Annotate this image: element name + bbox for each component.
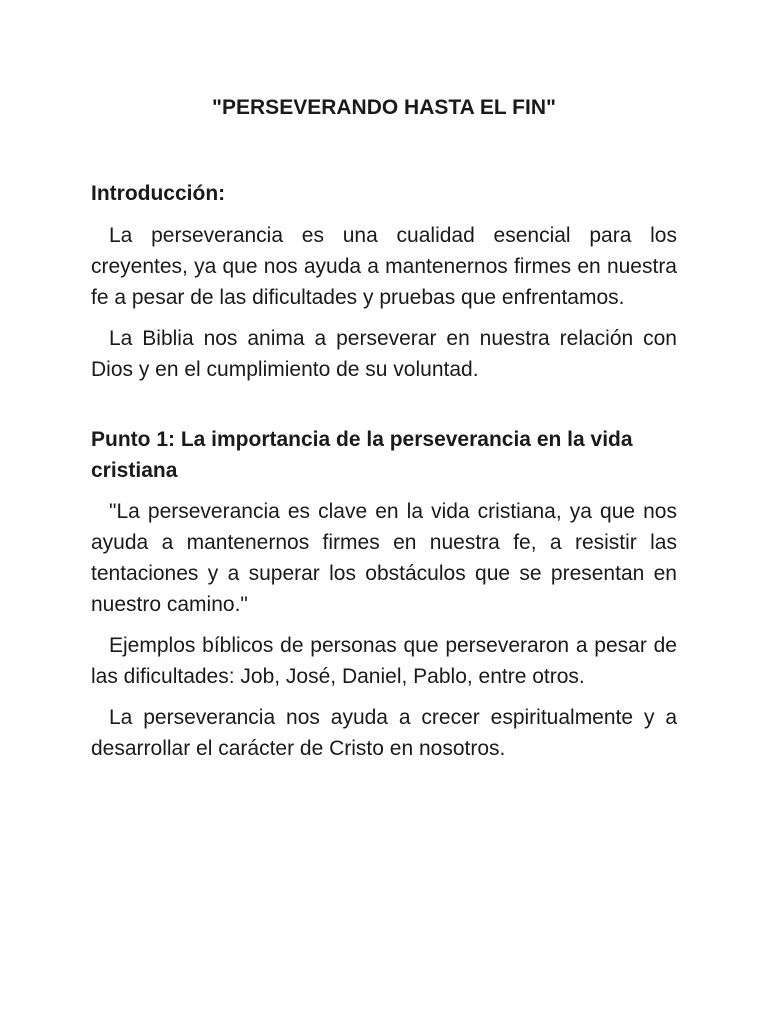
intro-heading: Introducción: bbox=[91, 182, 226, 205]
document-body bbox=[91, 178, 677, 764]
point1-heading: Punto 1: La importancia de la perseverancia en la vida cristiana bbox=[91, 428, 633, 482]
point1-paragraph-3: La perseverancia nos ayuda a crecer espiritualmente y a desarrollar el carácter de Cristo en nosotros. bbox=[91, 706, 677, 760]
intro-paragraph-1: La perseverancia es una cualidad esencial para los creyentes, ya que nos ayuda a mantenernos firmes en nuestra fe a pesar de las dificultades y pruebas que enfrentamos. bbox=[91, 224, 677, 309]
point1-section bbox=[91, 424, 677, 764]
document-title: "PERSEVERANDO HASTA EL FIN" bbox=[212, 96, 556, 119]
point1-paragraph-1: "La perseverancia es clave en la vida cristiana, ya que nos ayuda a mantenernos firmes en nuestra fe, a resistir las tentaciones y a superar los obstáculos que se presentan en nuestro camino." bbox=[91, 500, 677, 616]
intro-section bbox=[91, 178, 677, 385]
intro-paragraph-2: La Biblia nos anima a perseverar en nuestra relación con Dios y en el cumplimiento de su voluntad. bbox=[91, 327, 677, 381]
point1-paragraph-2: Ejemplos bíblicos de personas que perseveraron a pesar de las dificultades: Job, José, Daniel, Pablo, entre otros. bbox=[91, 634, 677, 688]
